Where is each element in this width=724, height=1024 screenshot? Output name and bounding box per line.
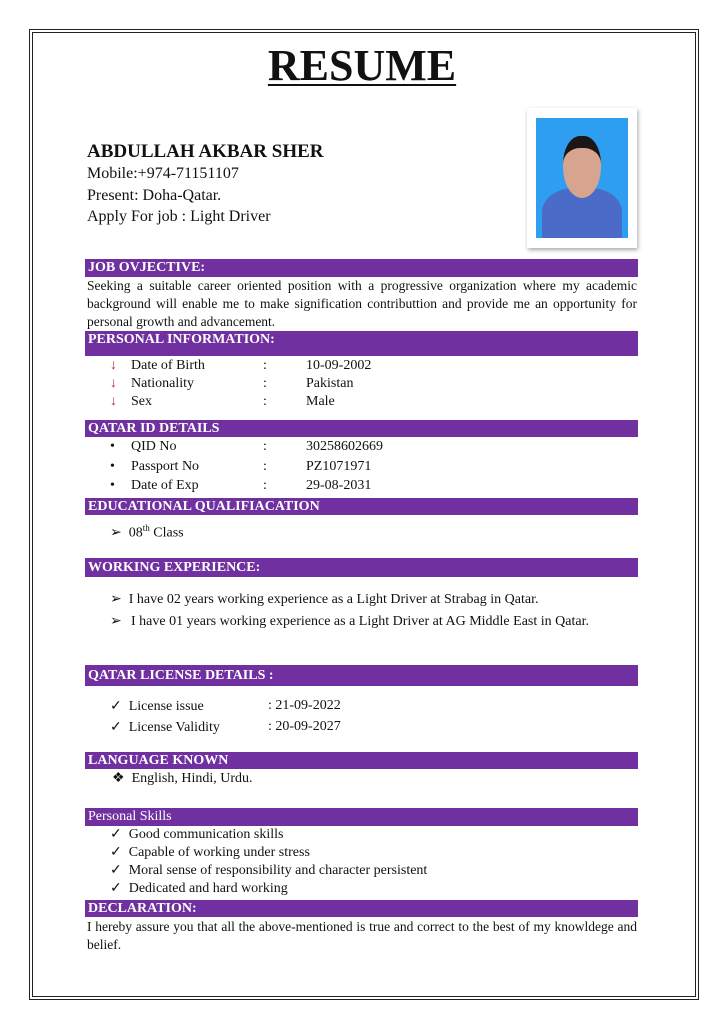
profile-photo [527,108,637,248]
license-heading: QATAR LICENSE DETAILS : [85,665,638,686]
title-text: RESUME [267,41,457,90]
personal-heading: PERSONAL INFORMATION: [85,331,638,356]
qatar-id-heading: QATAR ID DETAILS [85,420,638,437]
education-item: ➢ 08th Class [110,523,184,541]
skills-heading: Personal Skills [85,808,638,826]
skill-item: ✓ Dedicated and hard working [110,881,288,896]
qid-row: • Date of Exp : 29-08-2031 [110,478,372,493]
resume-title [0,40,724,91]
declaration-text: I hereby assure you that all the above-mentioned is true and correct to the best of my knowldege and belief. [87,919,637,952]
license-row: ✓ License issue : 21-09-2022 [110,698,341,714]
qid-row: • Passport No : PZ1071971 [110,459,372,474]
qid-row: • QID No : 30258602669 [110,439,383,454]
present-location: Present: Doha-Qatar. [87,187,222,204]
license-row: ✓ License Validity : 20-09-2027 [110,719,341,735]
objective-heading: JOB OVJECTIVE: [85,259,638,277]
education-heading: EDUCATIONAL QUALIFIACATION [85,498,638,515]
language-item: ❖ English, Hindi, Urdu. [112,771,253,786]
skill-item: ✓ Good communication skills [110,827,284,842]
skill-item: ✓ Capable of working under stress [110,845,310,860]
skill-item: ✓ Moral sense of responsibility and character persistent [110,863,428,878]
personal-row: ↓ Sex : Male [110,394,335,409]
mobile: Mobile:+974-71151107 [87,165,239,182]
experience-item: ➢ I have 01 years working experience as a Light Driver at AG Middle East in Qatar. [110,614,589,629]
apply-for-job: Apply For job : Light Driver [87,208,271,225]
experience-heading: WORKING EXPERIENCE: [85,558,638,577]
declaration-heading: DECLARATION: [85,900,638,917]
personal-row: ↓ Date of Birth : 10-09-2002 [110,358,372,373]
objective-text: Seeking a suitable career oriented position with a progressive organization where my academic background will enable me to make signification contributtion and provide me an opportunity for personal growth and advancement. [87,278,637,329]
language-heading: LANGUAGE KNOWN [85,752,638,769]
personal-row: ↓ Nationality : Pakistan [110,376,354,391]
experience-item: ➢ I have 02 years working experience as a Light Driver at Strabag in Qatar. [110,592,539,607]
applicant-name: ABDULLAH AKBAR SHER [87,141,324,162]
